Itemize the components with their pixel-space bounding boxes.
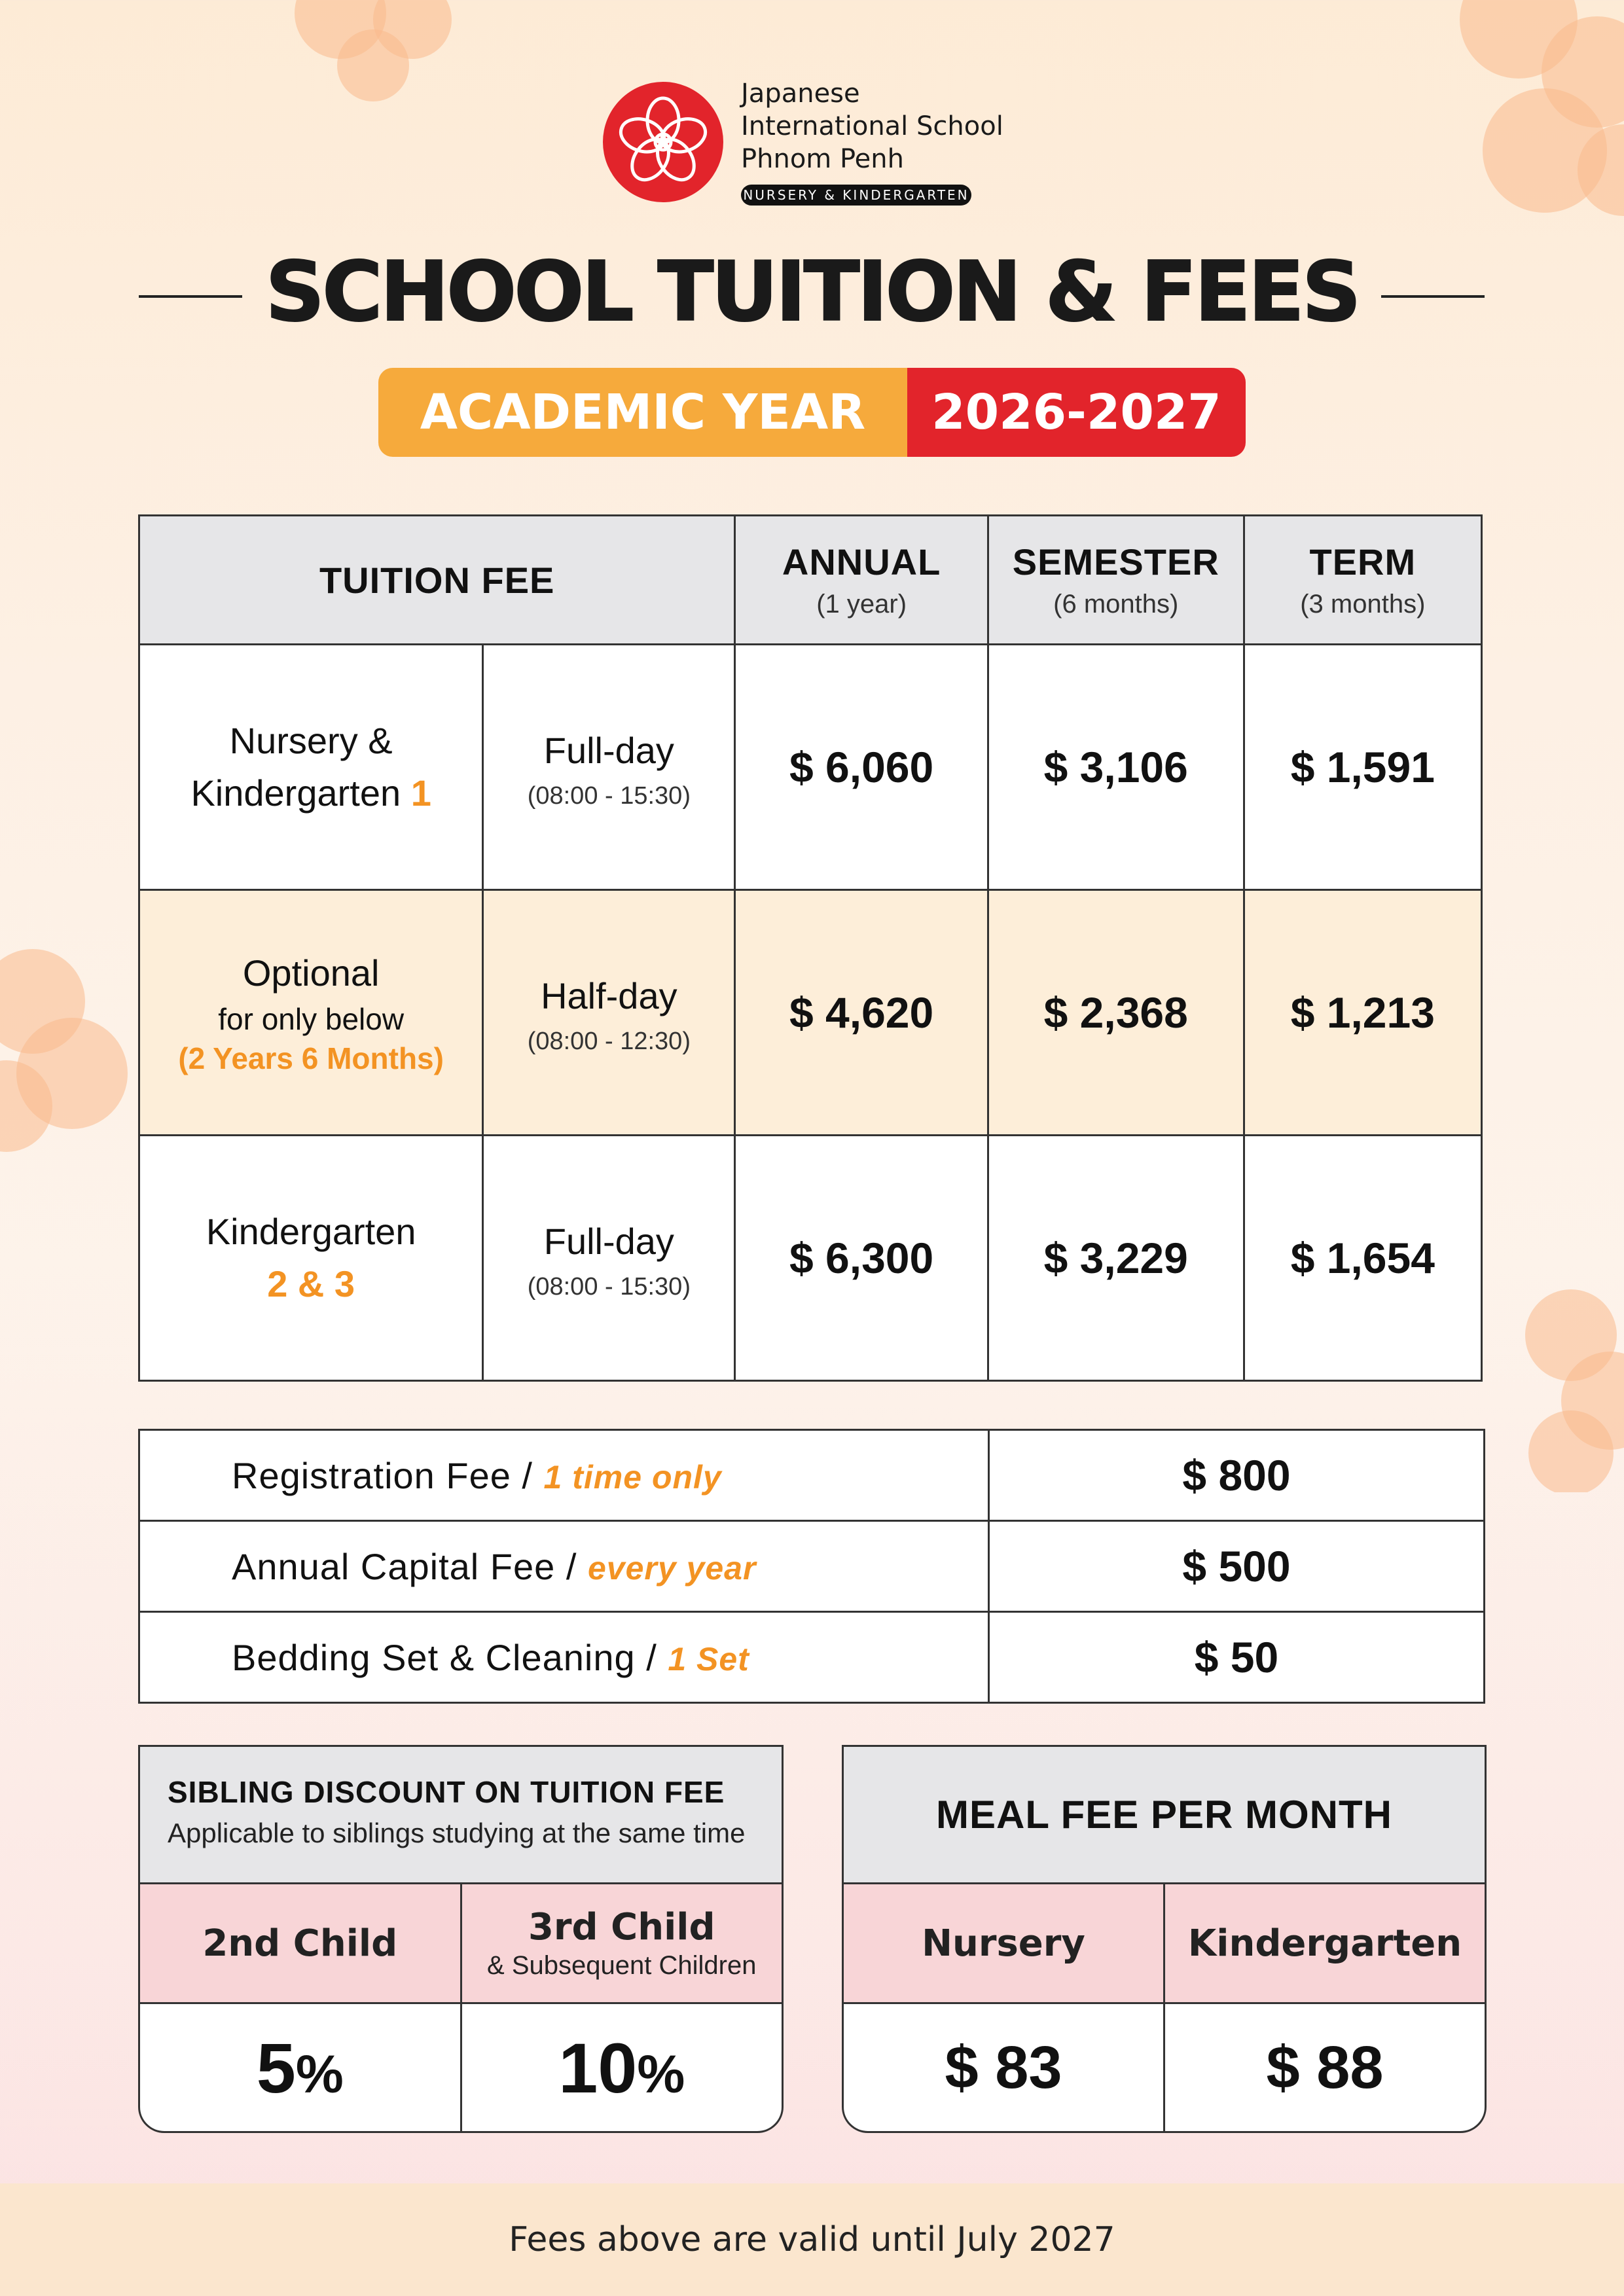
third-child-label: 3rd Child & Subsequent Children: [460, 1884, 782, 2002]
term-price: $ 1,654: [1244, 1136, 1481, 1381]
blossom-decoration-right: [1499, 1283, 1624, 1492]
page-title: SCHOOL TUITION & FEES: [265, 243, 1359, 340]
third-child-discount: 10%: [460, 2004, 782, 2131]
sibling-discount-box: [138, 1745, 784, 2133]
blossom-decoration-top-right: [1427, 0, 1624, 236]
validity-footer: Fees above are valid until July 2027: [0, 2183, 1624, 2296]
term-header: TERM (3 months): [1244, 516, 1481, 645]
nursery-label: Nursery: [922, 1922, 1085, 1965]
annual-price: $ 6,300: [735, 1136, 988, 1381]
semester-price: $ 3,229: [988, 1136, 1244, 1381]
table-row: [139, 1136, 1482, 1381]
semester-price: $ 2,368: [988, 890, 1244, 1136]
sakura-logo-icon: [602, 81, 724, 203]
table-row: [139, 1521, 1485, 1612]
fee-amount: $ 500: [989, 1521, 1485, 1612]
blossom-decoration-left: [0, 942, 144, 1158]
kindergarten-meal-fee: $ 88: [1163, 2004, 1485, 2131]
annual-price: $ 6,060: [735, 645, 988, 890]
plan-cell: Full-day (08:00 - 15:30): [483, 645, 735, 890]
table-row: [139, 645, 1482, 890]
other-fees-table: [138, 1429, 1485, 1704]
second-child-label: 2nd Child: [202, 1922, 398, 1965]
plan-cell: Full-day (08:00 - 15:30): [483, 1136, 735, 1381]
school-name: Japanese International School Phnom Penh: [741, 79, 1003, 174]
term-price: $ 1,213: [1244, 890, 1481, 1136]
academic-year-value: 2026-2027: [907, 368, 1246, 457]
fee-amount: $ 800: [989, 1430, 1485, 1521]
fee-label: Bedding Set & Cleaning / 1 Set: [139, 1612, 989, 1703]
academic-year-banner: [378, 368, 1246, 457]
table-row: [139, 1430, 1485, 1521]
sibling-discount-header: [140, 1747, 782, 1884]
tuition-header-row: [139, 516, 1482, 645]
sibling-discount-subtitle: Applicable to siblings studying at the same time: [168, 1818, 746, 1848]
table-row: [139, 1612, 1485, 1703]
semester-price: $ 3,106: [988, 645, 1244, 890]
nursery-meal-fee: $ 83: [945, 2034, 1062, 2101]
second-child-discount: 5%: [256, 2028, 344, 2108]
fee-label: Registration Fee / 1 time only: [139, 1430, 989, 1521]
program-cell: Kindergarten 2 & 3: [139, 1136, 483, 1381]
school-tag: NURSERY & KINDERGARTEN: [741, 185, 971, 206]
plan-cell: Half-day (08:00 - 12:30): [483, 890, 735, 1136]
school-logo: [602, 77, 1028, 208]
kindergarten-label: Kindergarten: [1163, 1884, 1485, 2002]
table-row: [139, 890, 1482, 1136]
tuition-fee-header: TUITION FEE: [139, 516, 735, 645]
program-cell: Nursery & Kindergarten 1: [139, 645, 483, 890]
fee-amount: $ 50: [989, 1612, 1485, 1703]
semester-header: SEMESTER (6 months): [988, 516, 1244, 645]
sibling-discount-title: SIBLING DISCOUNT ON TUITION FEE: [168, 1775, 725, 1809]
annual-header: ANNUAL (1 year): [735, 516, 988, 645]
meal-fee-header: [844, 1747, 1485, 1884]
annual-price: $ 4,620: [735, 890, 988, 1136]
program-cell: Optional for only below (2 Years 6 Months): [139, 890, 483, 1136]
meal-fee-title: MEAL FEE PER MONTH: [936, 1793, 1392, 1837]
term-price: $ 1,591: [1244, 645, 1481, 890]
blossom-decoration-top: [288, 0, 484, 105]
meal-fee-box: [842, 1745, 1487, 2133]
tuition-table: [138, 514, 1483, 1382]
academic-year-label: ACADEMIC YEAR: [378, 368, 907, 457]
fee-label: Annual Capital Fee / every year: [139, 1521, 989, 1612]
